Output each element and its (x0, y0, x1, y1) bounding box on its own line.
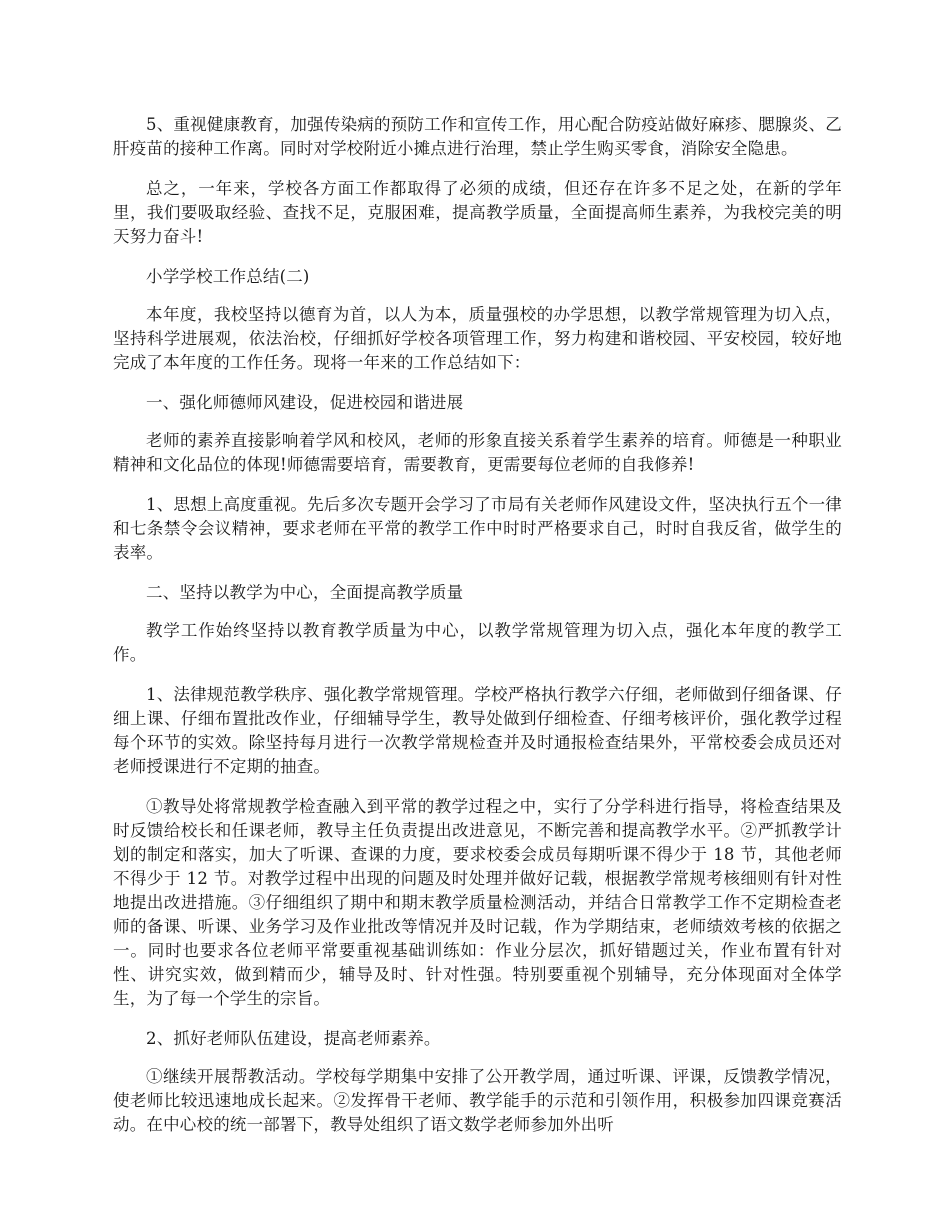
section-title: 小学学校工作总结(二) (146, 267, 310, 286)
heading-teaching-center: 二、坚持以教学为中心，全面提高教学质量 (146, 583, 464, 602)
document-body (113, 113, 842, 1153)
paragraph-intro: 本年度，我校坚持以德育为首，以人为本，质量强校的办学思想，以教学常规管理为切入点，坚持科学进展观，依法治校，仔细抓好学校各项管理工作，努力构建和谐校园、平安校园，较好地完成了本年度的工作任务。现将一年来的工作总结如下： (113, 305, 842, 372)
paragraph-teaching-order: 1、法律规范教学秩序、强化教学常规管理。学校严格执行教学六仔细，老师做到仔细备课、仔细上课、仔细布置批改作业，仔细辅导学生，教导处做到仔细检查、仔细考核评价，强化教学过程每个环节的实效。除坚持每月进行一次教学常规检查并及时通报检查结果外，平常校委会成员还对老师授课进行不定期的抽查。 (113, 685, 842, 776)
paragraph-inspection: ①教导处将常规教学检查融入到平常的教学过程之中，实行了分学科进行指导，将检查结果及时反馈给校长和任课老师，教导主任负责提出改进意见，不断完善和提高教学水平。②严抓教学计划的制定和落实，加大了听课、查课的力度，要求校委会成员每期听课不得少于 18 节，其他老师不得少于 12 节。对教学过程中出现的问题及时处理并做好记载，根据教学常规考核细则有针对性地提出改进措施。③仔细组织了期中和期末教学质量检测活动，并结合日常教学工作不定期检查老师的备课、听课、业务学习及作业批改等情况并及时记载，作为学期结束，老师绩效考核的依据之一。同时也要求各位老师平常要重视基础训练如：作业分层次，抓好错题过关，作业布置有针对性、讲究实效，做到精而少，辅导及时、针对性强。特别要重视个别辅导，充分体现面对全体学生，为了每一个学生的宗旨。 (113, 797, 842, 1008)
paragraph-teacher-quality: 老师的素养直接影响着学风和校风，老师的形象直接关系着学生素养的培育。师德是一种职业精神和文化品位的体现!师德需要培育，需要教育，更需要每位老师的自我修养! (113, 431, 842, 474)
heading-teacher-ethics: 一、强化师德师风建设，促进校园和谐进展 (146, 393, 464, 412)
paragraph-teaching-work: 教学工作始终坚持以教育教学质量为中心，以教学常规管理为切入点，强化本年度的教学工作。 (113, 621, 842, 664)
paragraph-mentoring: ①继续开展帮教活动。学校每学期集中安排了公开教学周，通过听课、评课，反馈教学情况，使老师比较迅速地成长起来。②发挥骨干老师、教学能手的示范和引领作用，积极参加四课竞赛活动。在中心校的统一部署下，教导处组织了语文数学老师参加外出听 (113, 1067, 842, 1134)
paragraph-ideology: 1、思想上高度重视。先后多次专题开会学习了市局有关老师作风建设文件，坚决执行五个一律和七条禁令会议精神，要求老师在平常的教学工作中时时严格要求自己，时时自我反省，做学生的表率。 (113, 495, 842, 562)
paragraph-health-education: 5、重视健康教育，加强传染病的预防工作和宣传工作，用心配合防疫站做好麻疹、腮腺炎、乙肝疫苗的接种工作离。同时对学校附近小摊点进行治理，禁止学生购买零食，消除安全隐患。 (113, 115, 842, 158)
heading-teacher-team: 2、抓好老师队伍建设，提高老师素养。 (146, 1029, 441, 1048)
paragraph-summary: 总之，一年来，学校各方面工作都取得了必须的成绩，但还存在许多不足之处，在新的学年里，我们要吸取经验、查找不足，克服困难，提高教学质量，全面提高师生素养，为我校完美的明天努力奋斗! (113, 179, 842, 246)
